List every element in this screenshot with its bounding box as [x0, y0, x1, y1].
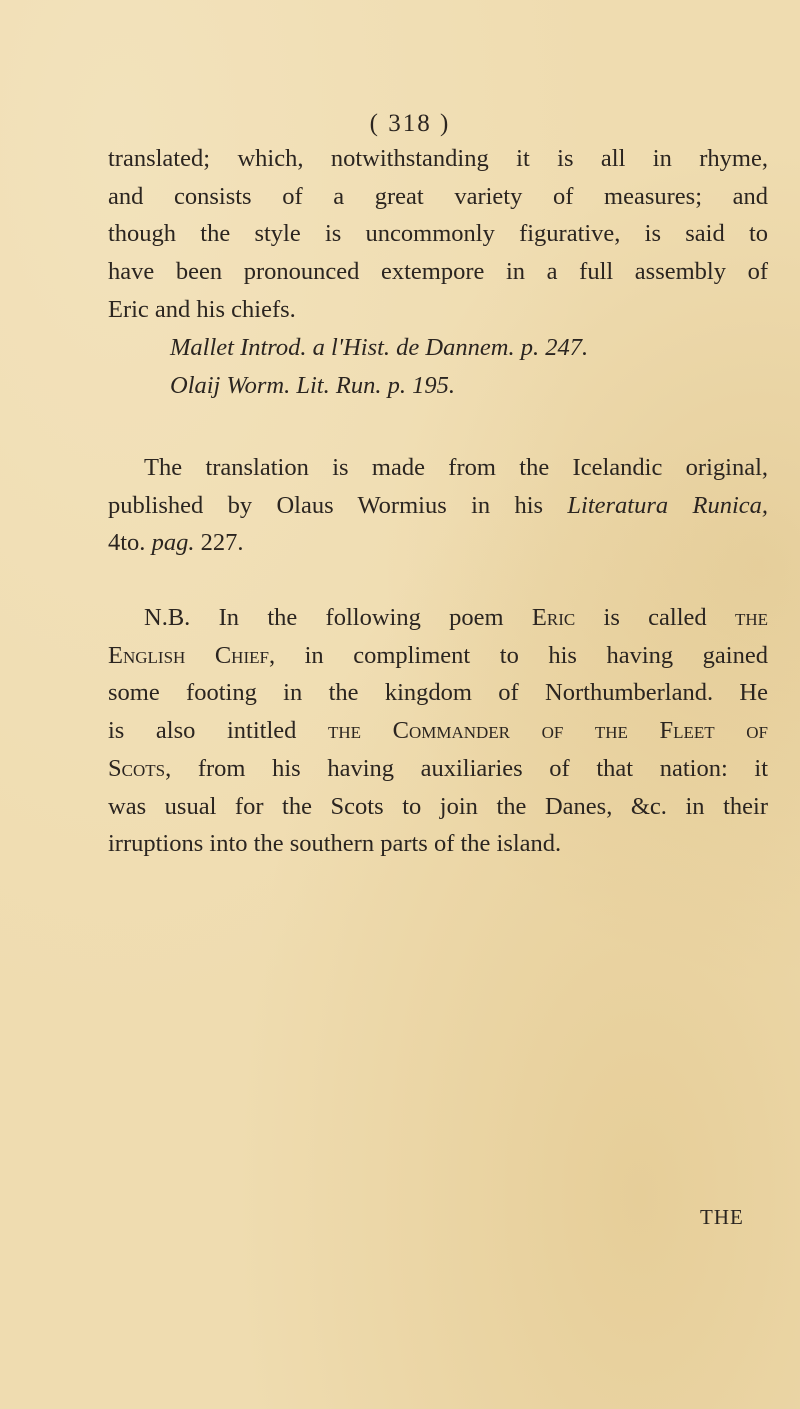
text-line: irruptions into the southern parts of the island.	[108, 830, 562, 858]
citation-wormius: Olaij Worm. Lit. Run. p. 195.	[170, 372, 455, 399]
text-line: Eric and his chiefs.	[108, 295, 296, 323]
text-run: is called	[575, 604, 735, 631]
small-caps-text: the	[734, 604, 769, 631]
citation-mallet: Mallet Introd. a l'Hist. de Dannem. p. 247.	[170, 334, 589, 361]
text-line: The translation is made from the Icelandic original,	[144, 454, 768, 481]
text-run: in compliment to his having gained	[275, 641, 768, 669]
paragraph-nota-bene	[108, 599, 768, 863]
small-caps-name: Eric	[531, 604, 576, 631]
text-line	[108, 524, 768, 562]
text-line	[108, 599, 768, 637]
text-line: some footing in the kingdom of Northumberland. He	[108, 679, 768, 707]
text-run: 4to.	[108, 529, 152, 557]
text-line	[108, 712, 768, 750]
page-number: ( 318 )	[369, 110, 451, 137]
text-line: though the style is uncommonly figurative, is said to	[108, 220, 768, 248]
small-caps-text: Scots,	[108, 754, 172, 782]
catchword: THE	[700, 1205, 744, 1229]
text-line: translated; which, notwithstanding it is all in rhyme,	[108, 145, 768, 172]
paragraph-intro	[108, 140, 768, 329]
text-line	[108, 637, 768, 675]
text-run: is also intitled	[108, 717, 328, 745]
text-run: from his having auxiliaries of that nation: it	[171, 754, 768, 782]
text-run: 227.	[194, 529, 244, 557]
book-title-italic: Literatura Runica,	[567, 491, 769, 519]
text-line	[108, 487, 768, 525]
text-line: and consists of a great variety of measures; and	[108, 182, 768, 210]
text-line: have been pronounced extempore in a full assembly of	[108, 258, 768, 286]
text-run: N.B. In the following poem	[144, 604, 532, 631]
italic-abbrev: pag.	[151, 529, 195, 557]
text-line	[108, 750, 768, 788]
text-line: was usual for the Scots to join the Danes, &c. in their	[108, 792, 768, 820]
small-caps-text: the Commander of the Fleet of	[327, 717, 768, 745]
paragraph-translation-note	[108, 449, 768, 562]
text-run: published by Olaus Wormius in his	[108, 491, 568, 519]
small-caps-text: English Chief,	[108, 641, 276, 669]
